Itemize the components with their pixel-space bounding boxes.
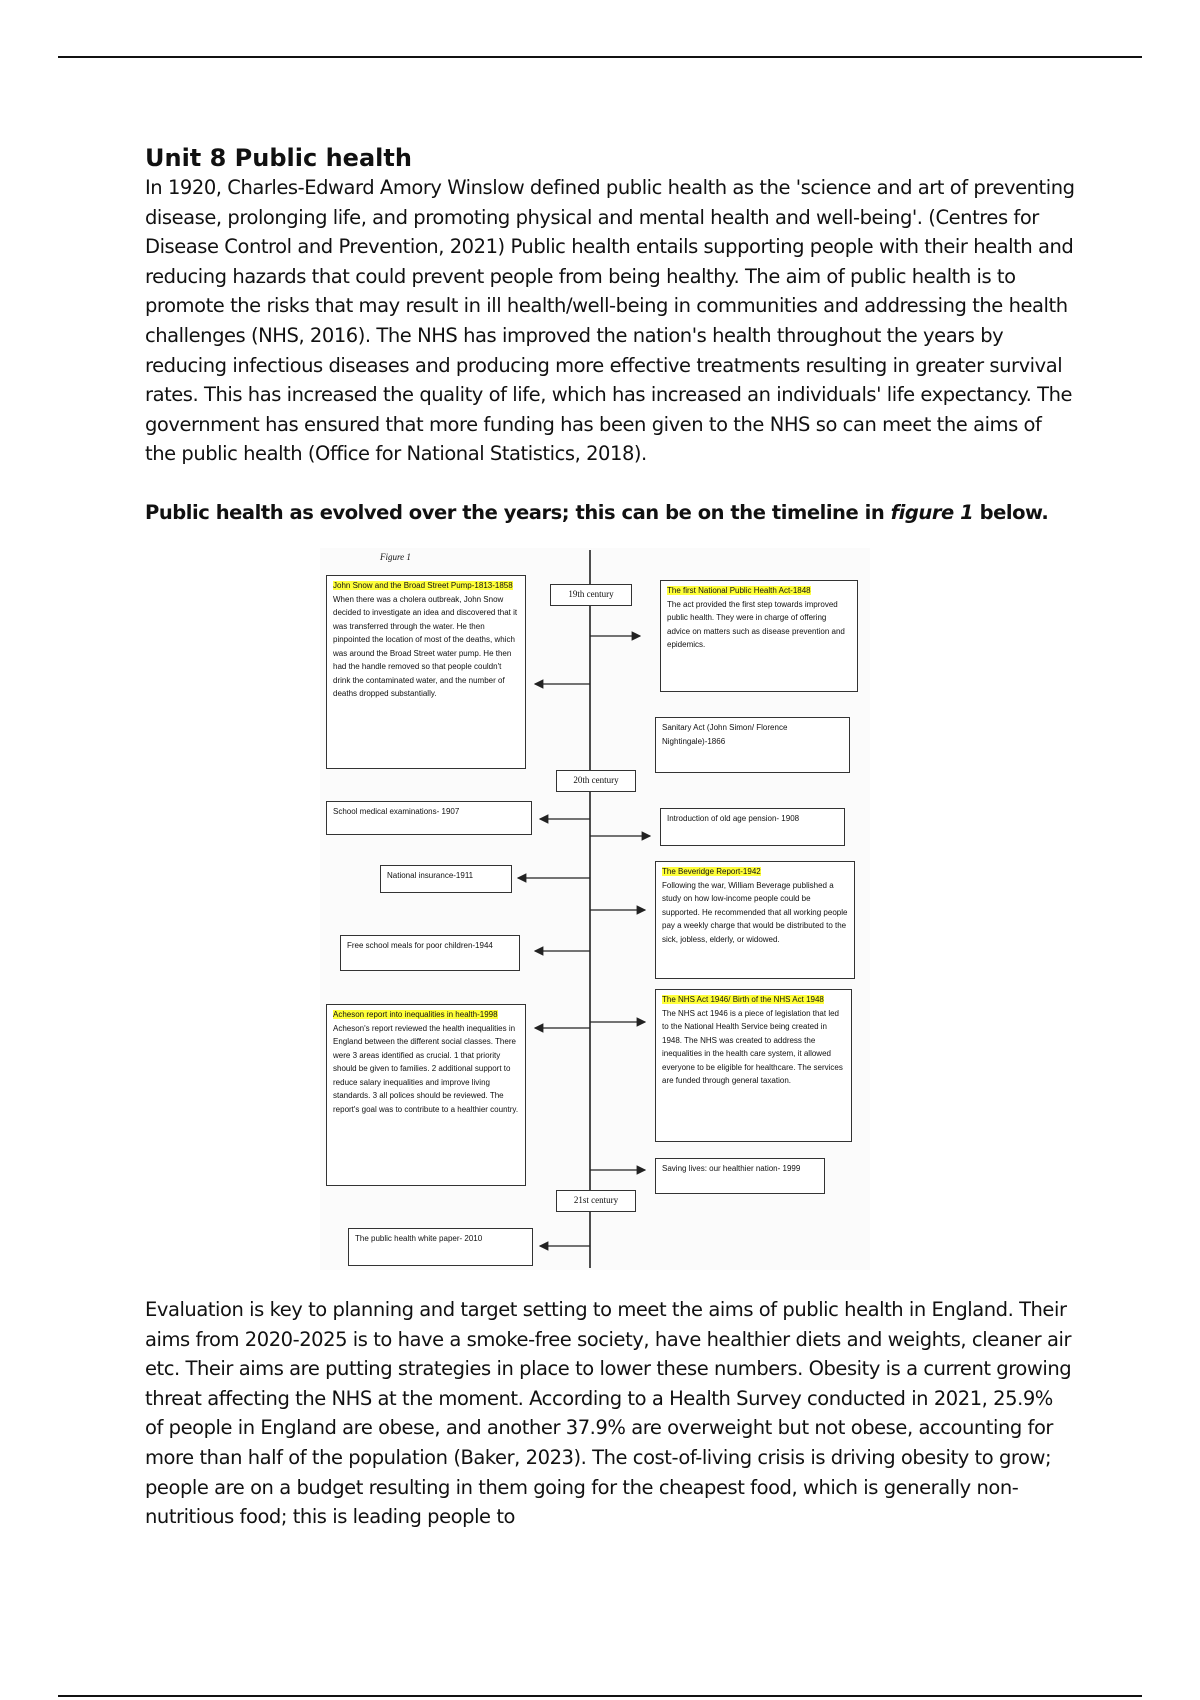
century-21-label: 21st century	[556, 1190, 636, 1212]
intro-paragraph: In 1920, Charles-Edward Amory Winslow defined public health as the 'science and art of preventing disease, prolonging life, and promoting physical and mental health and well-being'. (Centres for Disease Control and Prevention, 2021) Public health entails supporting people with their health and reducing hazards that could prevent people from being healthy. The aim of public health is to promote the risks that may result in ill health/well-being in communities and addressing the health challenges (NHS, 2016). The NHS has improved the nation's health throughout the years by reducing infectious diseases and producing more effective treatments resulting in greater survival rates. This has increased the quality of life, which has increased an individuals' life expectancy. The government has ensured that more funding has been given to the NHS so can meet the aims of the public health (Office for National Statistics, 2018).	[145, 176, 1075, 466]
event-acheson-report	[326, 1004, 526, 1186]
event-school-medical-exams: School medical examinations- 1907	[326, 801, 532, 835]
event-beveridge-report	[655, 861, 855, 979]
timeline-figure	[320, 548, 870, 1270]
event-body: Following the war, William Beverage published a study on how low-income people could be supported. He recommended that all working people pay a weekly charge that would be distributed to the sick, jobless, elderly, or widowed.	[662, 880, 848, 944]
event-title: Acheson report into inequalities in health-1998	[333, 1010, 498, 1019]
figure-caption: Figure 1	[380, 552, 411, 562]
lead-text-end: below.	[973, 501, 1049, 524]
event-national-insurance: National insurance-1911	[380, 865, 512, 893]
event-body: The NHS act 1946 is a piece of legislation that led to the National Health Service being created in 1948. The NHS was created to address the inequalities in the health care system, it allowed everyone to be eligible for healthcare. The services are funded through general taxation.	[662, 1008, 843, 1085]
bottom-rule	[58, 1695, 1142, 1697]
event-nhs-act	[655, 989, 852, 1142]
century-20-label: 20th century	[556, 770, 636, 792]
event-title: The NHS Act 1946/ Birth of the NHS Act 1948	[662, 995, 824, 1004]
event-free-school-meals: Free school meals for poor children-1944	[340, 935, 520, 971]
event-title: The first National Public Health Act-1848	[667, 586, 811, 595]
event-body: The act provided the first step towards improved public health. They were in charge of offering advice on matters such as disease prevention and epidemics.	[667, 599, 845, 649]
event-body: When there was a cholera outbreak, John Snow decided to investigate an idea and discovered that it was transferred through the water. He then pinpointed the location of most of the deaths, which was around the Broad Street water pump. He then had the handle removed so that people couldn't drink the contaminated water, and the number of deaths dropped substantially.	[333, 594, 518, 698]
event-white-paper: The public health white paper- 2010	[348, 1228, 533, 1266]
event-body: Acheson's report reviewed the health inequalities in England between the different social classes. There were 3 areas identified as crucial. 1 that priority should be given to families. 2 additional support to reduce salary inequalities and improve living standards. 3 all polices should be reviewed. The report's goal was to contribute to a healthier country.	[333, 1023, 519, 1114]
lead-text: Public health as evolved over the years; this can be on the timeline in	[145, 501, 891, 524]
event-public-health-act-1848	[660, 580, 858, 692]
lead-figure-ref: figure 1	[890, 501, 974, 524]
century-19-label: 19th century	[550, 584, 632, 606]
event-saving-lives: Saving lives: our healthier nation- 1999	[655, 1158, 825, 1194]
event-old-age-pension: Introduction of old age pension- 1908	[660, 808, 845, 846]
event-john-snow	[326, 575, 526, 769]
event-sanitary-act: Sanitary Act (John Simon/ Florence Nightingale)-1866	[655, 717, 850, 773]
event-title: The Beveridge Report-1942	[662, 867, 761, 876]
document-title: Unit 8 Public health	[145, 144, 412, 172]
evaluation-paragraph: Evaluation is key to planning and target setting to meet the aims of public health in England. Their aims from 2020-2025 is to have a smoke-free society, have healthier diets and weights, cleaner air etc. Their aims are putting strategies in place to lower these numbers. Obesity is a current growing threat affecting the NHS at the moment. According to a Health Survey conducted in 2021, 25.9% of people in England are obese, and another 37.9% are overweight but not obese, accounting for more than half of the population (Baker, 2023). The cost-of-living crisis is driving obesity to grow; people are on a budget resulting in them going for the cheapest food, which is generally non-nutritious food; this is leading people to	[145, 1298, 1072, 1529]
figure-lead-sentence	[145, 498, 1075, 528]
top-rule	[58, 56, 1142, 58]
event-title: John Snow and the Broad Street Pump-1813-1858	[333, 581, 513, 590]
